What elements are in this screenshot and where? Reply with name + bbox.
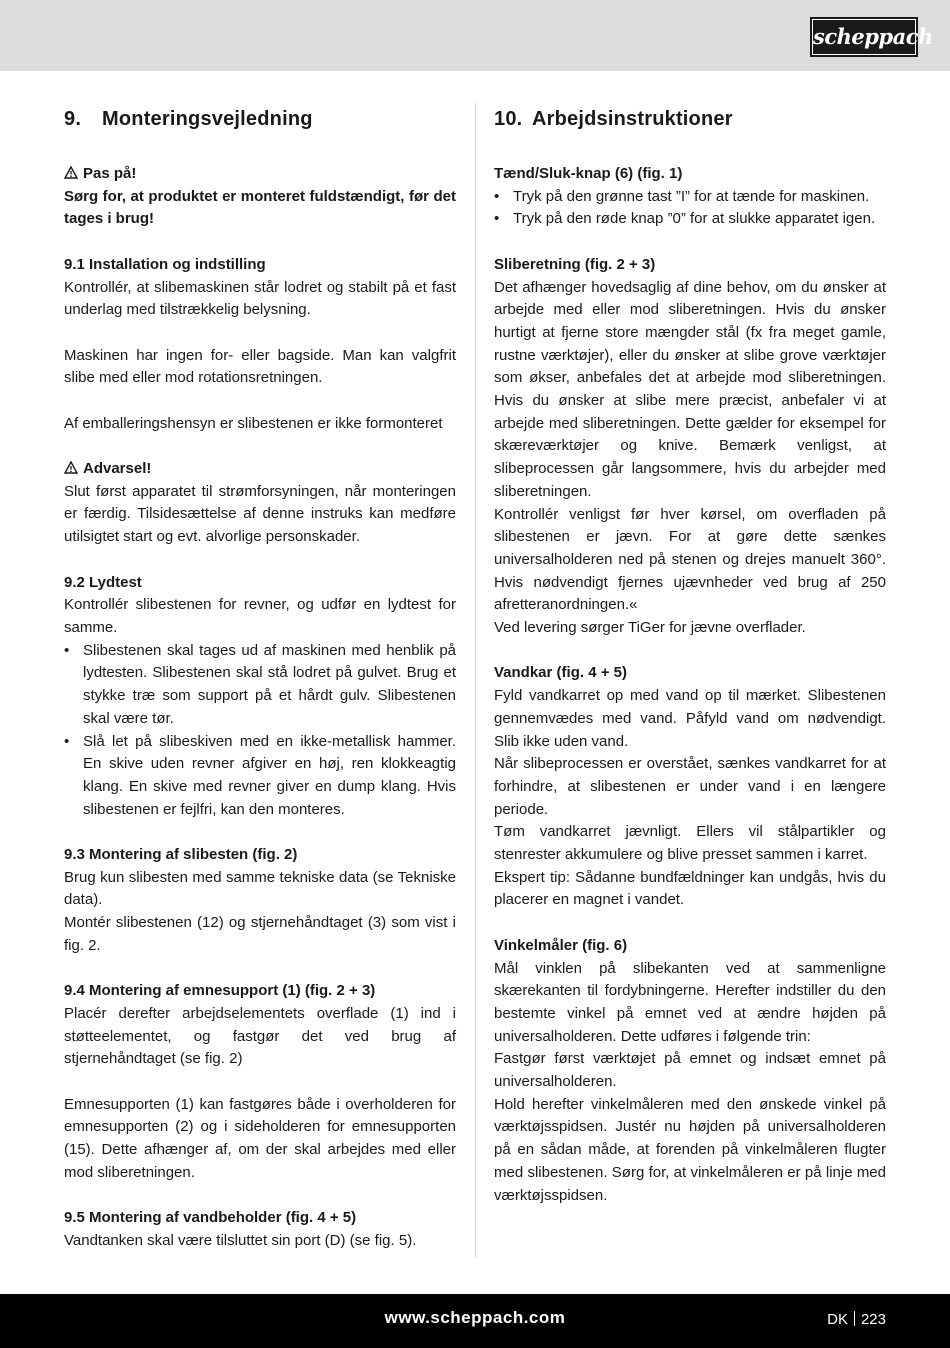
warning-title: Pas på! — [64, 163, 456, 186]
warning-text: Slut først apparatet til strømforsyningen, når monteringen er færdig. Tilsidesættelse af denne instruks kan medføre utilsigtet start og evt. alvorlige personskader. — [64, 482, 456, 546]
paragraph: Ved levering sørger TiGer for jævne overflader. — [494, 619, 806, 637]
paragraph: Placér derefter arbejdselementets overflade (1) ind i støtteelementet, og fastgør det ved brug af stjernehåndtaget (se fig. 2) — [64, 1004, 456, 1068]
subsection-title-grinding-direction: Sliberetning (fig. 2 + 3) — [494, 255, 656, 273]
column-divider — [475, 103, 476, 1258]
paragraph: Brug kun slibesten med samme tekniske data (se Tekniske data). — [64, 868, 456, 909]
list-item: • Tryk på den grønne tast ”I” for at tænde for maskinen. — [494, 186, 886, 209]
bullet-list — [494, 186, 886, 231]
paragraph: Når slibeprocessen er overstået, sænkes vandkarret for at forhindre, at slibestenen er under vand i en længere periode. — [494, 755, 886, 818]
paragraph: Fyld vandkarret op med vand op til mærket. Slibestenen gennemvædes med vand. Påfyld vand om nødvendigt. Slib ikke uden vand. — [494, 687, 886, 750]
paragraph: Ekspert tip: Sådanne bundfældninger kan undgås, hvis du placerer en magnet i vandet. — [494, 868, 886, 909]
paragraph: Emnesupporten (1) kan fastgøres både i overholderen for emnesupporten (2) og i sideholderen for emnesupporten (15). Dette afhænger af, om der skal arbejdes med eller mod sliberetningen. — [64, 1095, 456, 1181]
right-column — [494, 104, 886, 1207]
separator — [854, 1311, 855, 1326]
warning-title: Advarsel! — [64, 458, 456, 481]
page-number — [827, 1309, 886, 1328]
header-bar — [0, 0, 950, 71]
heading-text: Arbejdsinstruktioner — [532, 108, 733, 130]
paragraph: Mål vinklen på slibekanten ved at sammenligne skærekanten til fordybningerne. Herefter indstiller du den bestemte vinkel på emnet ved at ændre højden på universalholderen. Dette udføres i følgende trin: — [494, 959, 886, 1045]
section-heading-10 — [494, 104, 886, 134]
paragraph: Montér slibestenen (12) og stjernehåndtaget (3) som vist i fig. 2. — [64, 914, 456, 954]
subsection-title-9-3: 9.3 Montering af slibesten (fig. 2) — [64, 846, 298, 863]
list-item: • Slibestenen skal tages ud af maskinen med henblik på lydtesten. Slibestenen skal stå lodret på gulvet. Brug et stykke træ som support på et hårdt gulv. Slibestenen skal være tør. — [64, 640, 456, 731]
paragraph: Hold herefter vinkelmåleren med den ønskede vinkel på værktøjsspidsen. Justér nu højden på universalholderen på en sådan måde, at forenden på vinkelmåleren flugter med slibestenen. Sørg for, at vinkelmåleren er på linje med værktøjsspidsen. — [494, 1095, 886, 1204]
page-number-value: 223 — [860, 1311, 886, 1328]
heading-number: 9. — [64, 108, 82, 130]
paragraph: Det afhænger hovedsaglig af dine behov, om du ønsker at arbejde med eller mod sliberetningen. Hvis du ønsker hurtigt at fjerne store mængder stål (fx fra meget gamle, rustne værktøjer), eller du ønsker at slibe grove værktøjer som økser, anbefales det at arbejde mod sliberetningen. Hvis du ønsker at slibe mere præcist, anbefaler vi at arbejde med sliberetningen. Dette gælder for eksempel for skæreværktøjer og knive. Bemærk venligst, at slibeprocessen går langsommere, hvis du arbejder med sliberetningen. — [494, 278, 886, 500]
heading-number: 10. — [494, 108, 523, 130]
subsection-title-on-off: Tænd/Sluk-knap (6) (fig. 1) — [494, 165, 683, 182]
subsection-title-9-5: 9.5 Montering af vandbeholder (fig. 4 + 5) — [64, 1209, 357, 1227]
paragraph: Af emballeringshensyn er slibestenen er ikke formonteret — [64, 414, 443, 432]
paragraph: Kontrollér, at slibemaskinen står lodret og stabilt på et fast underlag med tilstrækkelig belysning. — [64, 278, 456, 319]
subsection-title-9-2: 9.2 Lydtest — [64, 573, 142, 591]
heading-text: Monteringsvejledning — [102, 108, 313, 130]
paragraph: Tøm vandkarret jævnligt. Ellers vil stålpartikler og stenrester akkumulere og blive presset sammen i karret. — [494, 823, 886, 864]
brand-logo-text: scheppach — [812, 19, 916, 55]
section-heading-9 — [64, 104, 456, 134]
language-code: DK — [827, 1311, 848, 1328]
warning-triangle-icon — [64, 166, 78, 179]
subsection-title-water-trough: Vandkar (fig. 4 + 5) — [494, 664, 627, 682]
warning-text: Sørg for, at produktet er monteret fuldstændigt, før det tages i brug! — [64, 187, 456, 228]
list-item: • Tryk på den røde knap ”0” for at slukke apparatet igen. — [494, 208, 886, 231]
paragraph: Maskinen har ingen for- eller bagside. Man kan valgfrit slibe med eller mod rotationsretningen. — [64, 346, 456, 387]
paragraph: Kontrollér venligst før hver kørsel, om overfladen på slibestenen er jævn. For at gøre dette sænkes universalholderen ned på stenen og drejes manuelt 360°. Hvis nødvendigt fjernes ujævnheder ved brug af 250 afretteranordningen.« — [494, 505, 886, 614]
footer-bar — [0, 1294, 950, 1348]
bullet-list — [64, 640, 456, 822]
paragraph: Fastgør først værktøjet på emnet og indsæt emnet på universalholderen. — [494, 1050, 886, 1091]
left-column — [64, 104, 456, 1253]
brand-logo — [810, 17, 933, 57]
list-item: • Slå let på slibeskiven med en ikke-metallisk hammer. En skive uden revner afgiver en høj, ren klokkeagtig klang. En skive med revner giver en dump klang. Hvis slibestenen er fejlfri, kan den monteres. — [64, 731, 456, 822]
subsection-title-9-1: 9.1 Installation og indstilling — [64, 255, 266, 273]
footer-url: www.scheppach.com — [384, 1308, 566, 1327]
paragraph: Vandtanken skal være tilsluttet sin port (D) (se fig. 5). — [64, 1231, 417, 1249]
warning-triangle-icon — [64, 461, 78, 474]
subsection-title-9-4: 9.4 Montering af emnesupport (1) (fig. 2 + 3) — [64, 982, 376, 1000]
subsection-title-angle-gauge: Vinkelmåler (fig. 6) — [494, 936, 628, 954]
paragraph: Kontrollér slibestenen for revner, og udfør en lydtest for samme. — [64, 596, 456, 636]
